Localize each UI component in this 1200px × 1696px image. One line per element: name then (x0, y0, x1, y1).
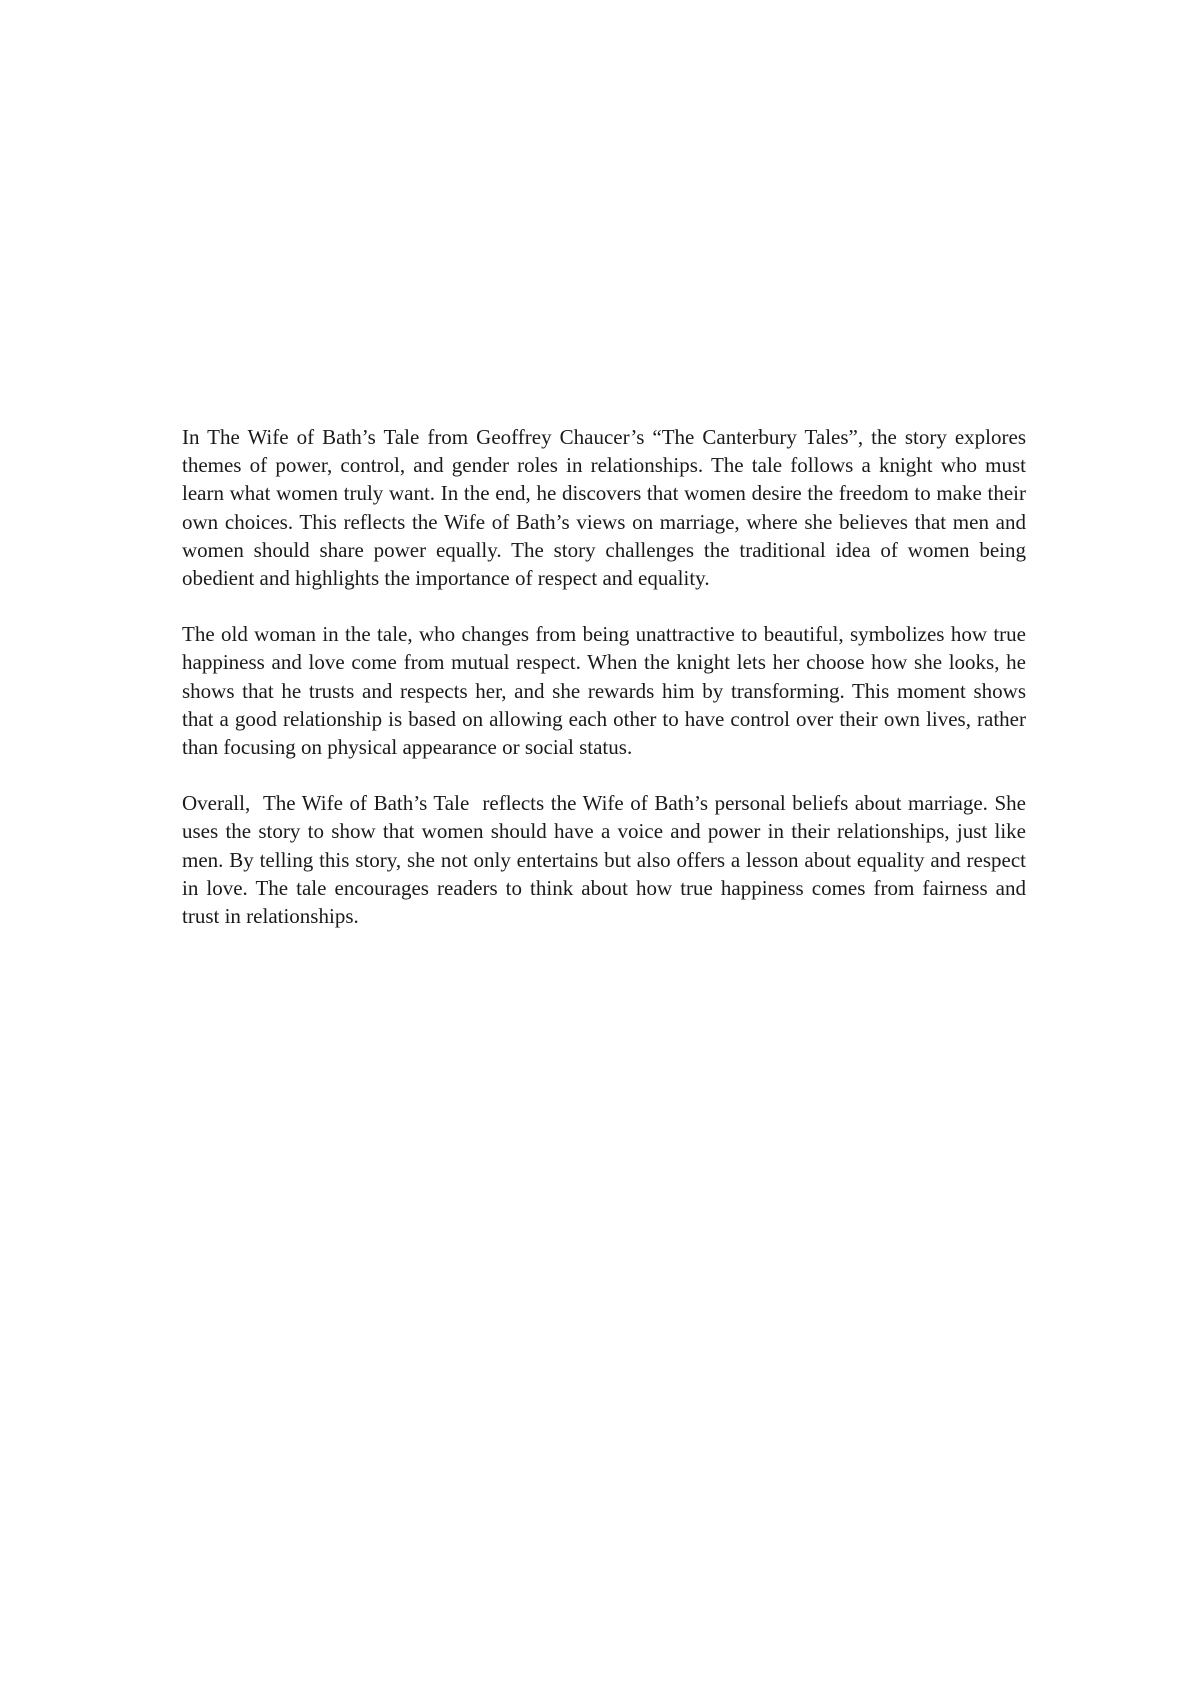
document-body (182, 423, 1032, 930)
paragraph-old-woman: The old woman in the tale, who changes from being unattractive to beautiful, symbolizes how true happiness and love come from mutual respect. When the knight lets her choose how she looks, he shows that he trusts and respects her, and she rewards him by transforming. This moment shows that a good relationship is based on allowing each other to have control over their own lives, rather than focusing on physical appearance or social status. (182, 622, 1032, 760)
paragraph-conclusion: Overall, The Wife of Bath’s Tale reflects the Wife of Bath’s personal beliefs about marriage. She uses the story to show that women should have a voice and power in their relationships, just like men. By telling this story, she not only entertains but also offers a lesson about equality and respect in love. The tale encourages readers to think about how true happiness comes from fairness and trust in relationships. (182, 791, 1032, 929)
paragraph-intro: In The Wife of Bath’s Tale from Geoffrey Chaucer’s “The Canterbury Tales”, the story explores themes of power, control, and gender roles in relationships. The tale follows a knight who must learn what women truly want. In the end, he discovers that women desire the freedom to make their own choices. This reflects the Wife of Bath’s views on marriage, where she believes that men and women should share power equally. The story challenges the traditional idea of women being obedient and highlights the importance of respect and equality. (182, 425, 1032, 591)
